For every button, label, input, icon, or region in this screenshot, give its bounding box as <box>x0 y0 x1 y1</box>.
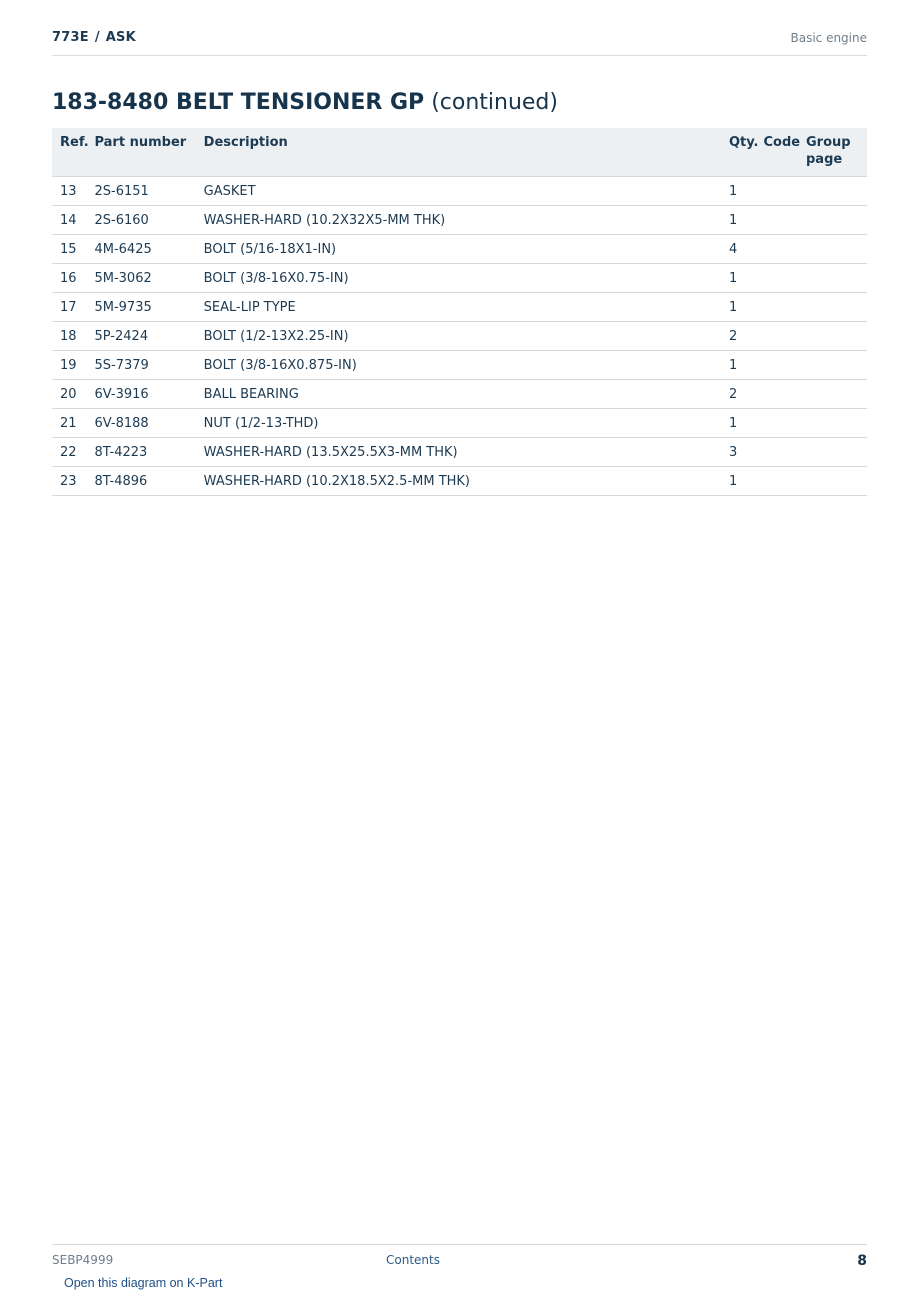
cell-qty: 1 <box>721 351 755 380</box>
breadcrumb-separator: / <box>94 30 100 45</box>
model-number: 773E <box>52 30 89 45</box>
header-row <box>52 128 867 177</box>
cell-description: BOLT (3/8-16X0.75-IN) <box>196 264 721 293</box>
cell-group-page <box>798 380 867 409</box>
table-header <box>52 128 867 177</box>
open-diagram-link[interactable]: Open this diagram on K-Part <box>64 1276 223 1290</box>
cell-group-page <box>798 264 867 293</box>
cell-qty: 2 <box>721 380 755 409</box>
cell-group-page <box>798 322 867 351</box>
cell-code <box>755 380 798 409</box>
parts-table <box>52 128 867 496</box>
cell-code <box>755 467 798 496</box>
table-row <box>52 380 867 409</box>
cell-qty: 1 <box>721 293 755 322</box>
table-row <box>52 351 867 380</box>
cell-ref: 17 <box>52 293 86 322</box>
cell-description: WASHER-HARD (10.2X32X5-MM THK) <box>196 206 721 235</box>
cell-ref: 13 <box>52 177 86 206</box>
cell-group-page <box>798 438 867 467</box>
cell-code <box>755 322 798 351</box>
cell-part-number: 8T-4896 <box>86 467 195 496</box>
page-title <box>52 90 558 115</box>
serial-prefix: ASK <box>105 30 136 45</box>
cell-code <box>755 206 798 235</box>
cell-ref: 18 <box>52 322 86 351</box>
column-header-description: Description <box>196 128 721 177</box>
contents-link[interactable]: Contents <box>386 1253 440 1267</box>
model-breadcrumb <box>52 30 136 45</box>
cell-group-page <box>798 467 867 496</box>
cell-group-page <box>798 235 867 264</box>
cell-code <box>755 409 798 438</box>
cell-qty: 1 <box>721 467 755 496</box>
cell-qty: 1 <box>721 177 755 206</box>
cell-part-number: 5S-7379 <box>86 351 195 380</box>
cell-ref: 14 <box>52 206 86 235</box>
cell-code <box>755 264 798 293</box>
cell-group-page <box>798 177 867 206</box>
column-header-part-number: Part number <box>86 128 195 177</box>
table-row <box>52 322 867 351</box>
cell-part-number: 2S-6151 <box>86 177 195 206</box>
document-number: SEBP4999 <box>52 1253 114 1267</box>
cell-qty: 2 <box>721 322 755 351</box>
table-row <box>52 467 867 496</box>
cell-ref: 16 <box>52 264 86 293</box>
cell-code <box>755 438 798 467</box>
continued-label: (continued) <box>431 90 558 115</box>
column-header-qty-label: Qty. <box>728 135 759 150</box>
cell-ref: 23 <box>52 467 86 496</box>
table-row <box>52 235 867 264</box>
column-header-qty <box>721 128 759 177</box>
column-header-code: Code <box>755 128 798 177</box>
cell-qty: 1 <box>721 409 755 438</box>
cell-description: BOLT (5/16-18X1-IN) <box>196 235 721 264</box>
cell-description: SEAL-LIP TYPE <box>196 293 721 322</box>
table-row <box>52 177 867 206</box>
cell-part-number: 6V-3916 <box>86 380 195 409</box>
cell-group-page <box>798 293 867 322</box>
table-row <box>52 206 867 235</box>
cell-description: BOLT (1/2-13X2.25-IN) <box>196 322 721 351</box>
cell-code <box>755 293 798 322</box>
cell-description: NUT (1/2-13-THD) <box>196 409 721 438</box>
cell-part-number: 6V-8188 <box>86 409 195 438</box>
cell-part-number: 4M-6425 <box>86 235 195 264</box>
cell-qty: 3 <box>721 438 755 467</box>
column-header-ref: Ref. <box>52 128 86 177</box>
cell-ref: 22 <box>52 438 86 467</box>
cell-part-number: 5P-2424 <box>86 322 195 351</box>
cell-part-number: 2S-6160 <box>86 206 195 235</box>
table-row <box>52 438 867 467</box>
cell-code <box>755 235 798 264</box>
table-row <box>52 409 867 438</box>
column-header-group-page: Group page <box>798 128 867 177</box>
cell-description: WASHER-HARD (13.5X25.5X3-MM THK) <box>196 438 721 467</box>
cell-qty: 1 <box>721 206 755 235</box>
cell-ref: 19 <box>52 351 86 380</box>
table-row <box>52 293 867 322</box>
cell-ref: 21 <box>52 409 86 438</box>
cell-part-number: 5M-9735 <box>86 293 195 322</box>
cell-code <box>755 177 798 206</box>
table-row <box>52 264 867 293</box>
cell-qty: 4 <box>721 235 755 264</box>
cell-description: GASKET <box>196 177 721 206</box>
cell-description: BALL BEARING <box>196 380 721 409</box>
cell-group-page <box>798 409 867 438</box>
page-header <box>52 28 867 56</box>
cell-ref: 20 <box>52 380 86 409</box>
cell-part-number: 8T-4223 <box>86 438 195 467</box>
cell-description: WASHER-HARD (10.2X18.5X2.5-MM THK) <box>196 467 721 496</box>
page-number: 8 <box>857 1253 867 1269</box>
cell-part-number: 5M-3062 <box>86 264 195 293</box>
cell-qty: 1 <box>721 264 755 293</box>
cell-code <box>755 351 798 380</box>
page-footer <box>52 1244 867 1275</box>
cell-group-page <box>798 206 867 235</box>
group-title: 183-8480 BELT TENSIONER GP <box>52 90 425 115</box>
cell-description: BOLT (3/8-16X0.875-IN) <box>196 351 721 380</box>
cell-group-page <box>798 351 867 380</box>
section-name: Basic engine <box>790 31 867 45</box>
table-body <box>52 177 867 496</box>
cell-ref: 15 <box>52 235 86 264</box>
